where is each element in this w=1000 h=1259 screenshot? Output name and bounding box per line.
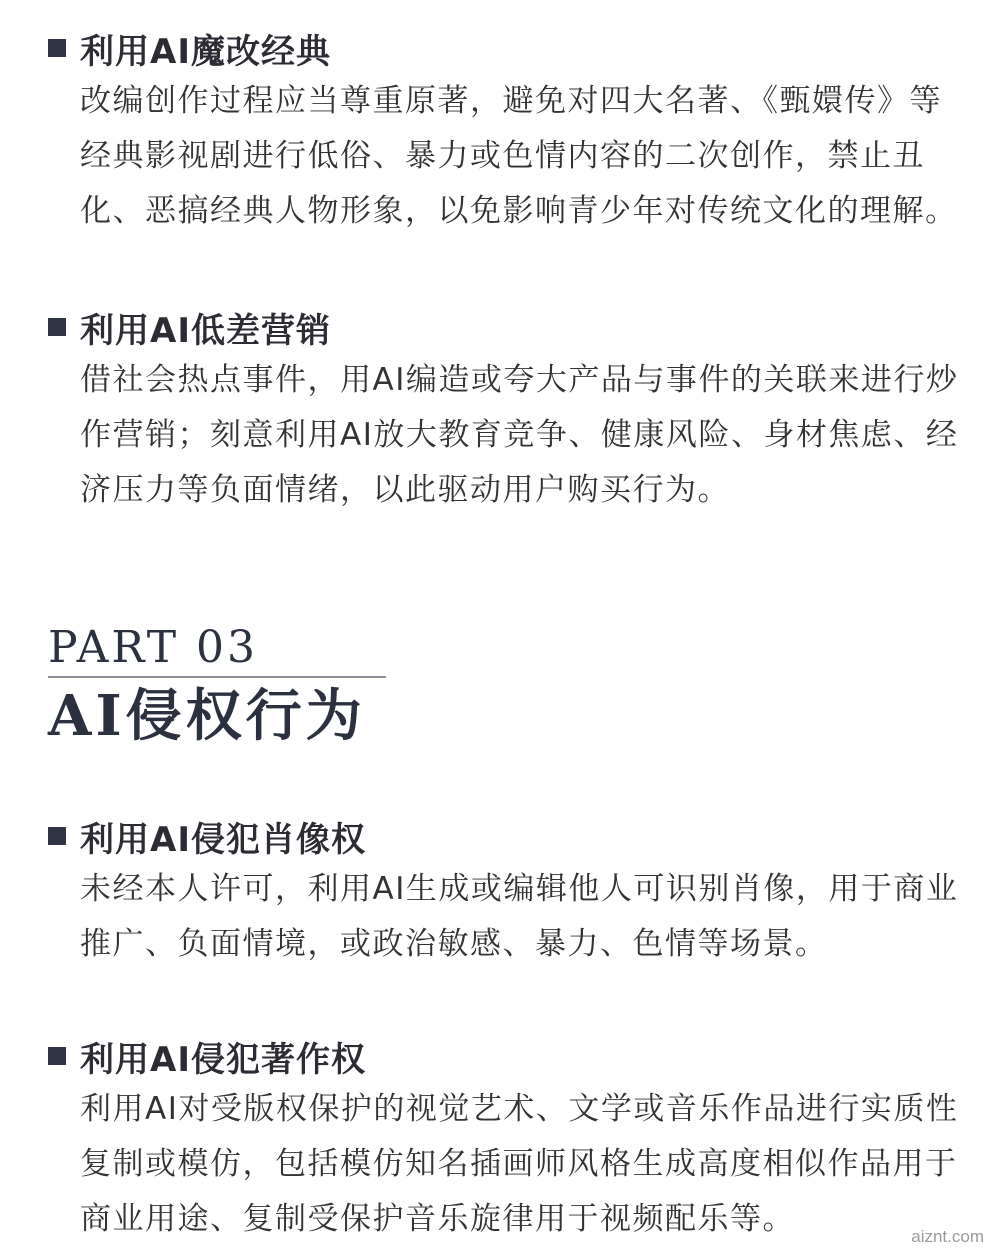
- section-copyright: [48, 1030, 968, 1247]
- part-label: PART 03: [48, 622, 259, 673]
- part-title: AI侵权行为: [48, 683, 366, 749]
- square-bullet-icon: [48, 39, 66, 57]
- section-vulgar-marketing: [48, 301, 968, 518]
- section-body: 借社会热点事件，用AI编造或夸大产品与事件的关联来进行炒作营销；刻意利用AI放大教育竞争、健康风险、身材焦虑、经济压力等负面情绪，以此驱动用户购买行为。: [80, 362, 959, 508]
- watermark: aiznt.com: [911, 1227, 984, 1246]
- heading-text: 利用AI魔改经典: [80, 31, 331, 72]
- part-divider: [48, 676, 386, 678]
- section-body: 利用AI对受版权保护的视觉艺术、文学或音乐作品进行实质性复制或模仿，包括模仿知名插画师风格生成高度相似作品用于商业用途、复制受保护音乐旋律用于视频配乐等。: [80, 1091, 959, 1237]
- heading-text: 利用AI低差营销: [80, 310, 331, 351]
- section-magic-classics: [48, 22, 968, 239]
- square-bullet-icon: [48, 827, 66, 845]
- heading-text: 利用AI侵犯著作权: [80, 1039, 366, 1080]
- square-bullet-icon: [48, 318, 66, 336]
- part-header: [48, 622, 386, 752]
- section-portrait-rights: [48, 810, 968, 972]
- section-body: 改编创作过程应当尊重原著，避免对四大名著、《甄嬛传》等经典影视剧进行低俗、暴力或色情内容的二次创作，禁止丑化、恶搞经典人物形象，以免影响青少年对传统文化的理解。: [80, 83, 958, 229]
- section-body: 未经本人许可，利用AI生成或编辑他人可识别肖像，用于商业推广、负面情境，或政治敏感、暴力、色情等场景。: [80, 871, 959, 962]
- heading-text: 利用AI侵犯肖像权: [80, 819, 366, 860]
- section-heading: [48, 1030, 968, 1082]
- section-heading: [48, 22, 968, 74]
- section-heading: [48, 301, 968, 353]
- square-bullet-icon: [48, 1047, 66, 1065]
- section-heading: [48, 810, 968, 862]
